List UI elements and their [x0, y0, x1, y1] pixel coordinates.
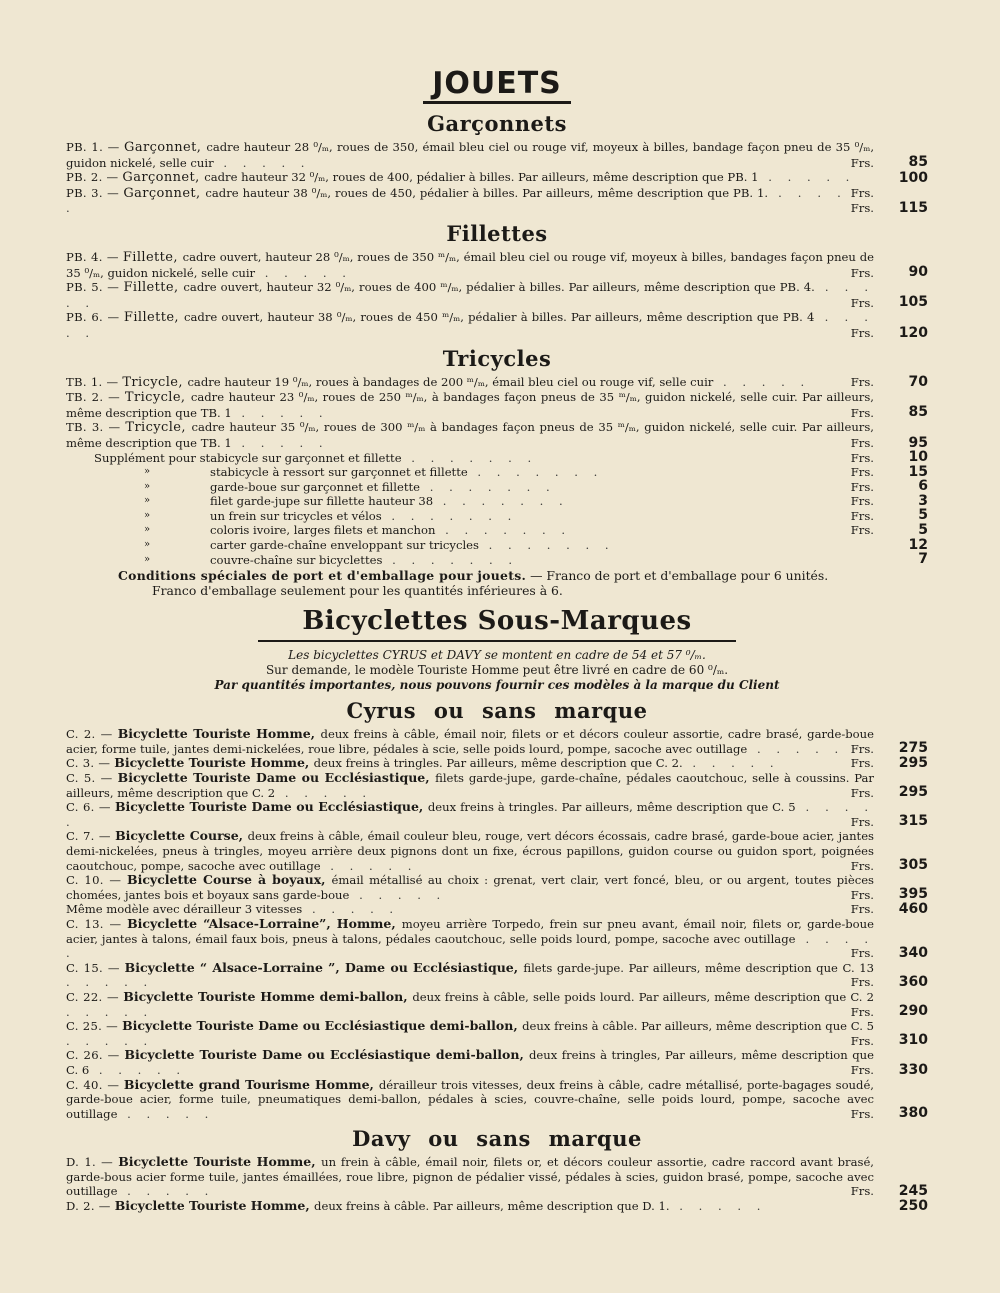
entry-text — [66, 727, 874, 756]
entry-text — [66, 420, 874, 450]
garconnets-list — [66, 140, 928, 216]
entry-name: Garçonnet, — [122, 170, 205, 186]
entry-price: 460 — [898, 900, 928, 917]
supplement-price: 10 — [908, 449, 928, 466]
entry-name: Bicyclette Touriste Homme, — [114, 755, 314, 771]
supplement-row — [66, 451, 928, 466]
currency-label: Frs. — [850, 975, 874, 990]
entry-code: PB. 2. — — [66, 170, 123, 185]
entry-description: deux freins à câble, émail couleur bleu, rouge, vert décors écossais, cadre brasé, garde-boue acier, jantes demi-nickelées, pneus à tringles, moyeu arrière deux pignons dont un fixe, écrous papillons, guidon course ou guidon sport, poignées caoutchouc, pompe, sacoche avec outillage — [66, 829, 875, 873]
supplement-description: un frein sur tricycles et vélos — [210, 508, 382, 523]
entry-text — [66, 1019, 874, 1048]
intro-block — [66, 648, 928, 693]
leader-dots: . . . . . . . — [478, 538, 615, 553]
currency-label: Frs. — [850, 494, 874, 509]
ditto-mark: » — [144, 539, 151, 551]
leader-dots: . . . . . — [231, 405, 329, 420]
leader-dots: . . . . . . . — [433, 494, 569, 509]
entry-description: cadre ouvert, hauteur 38 ⁰/ₘ, roues de 450 ᵐ/ₘ, pédalier à billes. Par ailleurs, même description que PB. 4 — [184, 310, 815, 325]
entry-name: Bicyclette Touriste Homme, — [118, 1154, 322, 1170]
currency-label: Frs. — [850, 887, 874, 902]
entry-code: PB. 6. — — [66, 310, 124, 325]
entry-price: 85 — [908, 404, 928, 421]
cyrus-list — [66, 727, 928, 1121]
catalog-entry — [66, 140, 928, 170]
catalog-entry — [66, 1199, 928, 1214]
entry-price: 305 — [898, 857, 928, 874]
ditto-mark: » — [144, 524, 151, 536]
fillettes-list — [66, 250, 928, 341]
intro-line-1: Les bicyclettes CYRUS et DAVY se montent en cadre de 54 et 57 ⁰/ₘ. — [288, 648, 706, 663]
entry-description: cadre ouvert, hauteur 32 ⁰/ₘ, roues de 400 ᵐ/ₘ, pédalier à billes. Par ailleurs, même description que PB. 4. — [183, 280, 815, 295]
entry-description: cadre hauteur 28 ⁰/ₘ, roues de 350, émail bleu ciel ou rouge vif, moyeux à billes, bandage façon pneu de 35 ⁰/ₘ, guidon nickelé, selle cuir — [66, 140, 875, 170]
entry-name: Tricycle, — [124, 390, 191, 406]
entry-price: 360 — [898, 973, 928, 990]
leader-dots: . . . . . — [117, 1184, 215, 1199]
catalog-entry — [66, 1155, 928, 1199]
entry-price: 70 — [908, 374, 928, 391]
leader-dots: . . . . . — [66, 310, 874, 340]
supplement-price: 12 — [908, 536, 928, 553]
conditions-bold: Conditions spéciales de port et d'emballage pour jouets. — [118, 568, 527, 584]
bicyclettes-underline — [258, 640, 736, 642]
catalog-entry — [66, 829, 928, 873]
catalog-entry — [66, 873, 928, 902]
entry-description: Même modèle avec dérailleur 3 vitesses — [66, 902, 303, 917]
entry-price: 250 — [898, 1197, 928, 1214]
entry-description: moyeu arrière Torpedo, frein sur pneu avant, émail noir, filets or, garde-boue acier, jantes à talons, émail faux bois, pneus à talons, pédales caoutchouc, selle poids lourd, pompe, sacoche avec outillage — [66, 916, 874, 946]
currency-label: Frs. — [850, 946, 874, 961]
entry-description: dérailleur trois vitesses, deux freins à câble, cadre métallisé, porte-bagages soudé, garde-boue acier, forme tuile, pneumatiques demi-ballon, pédales à scies, couvre-chaîne, selle poids lourd, pompe, sacoche avec outillage — [66, 1077, 874, 1121]
entry-name: Fillette, — [123, 280, 184, 296]
tricycles-list — [66, 375, 928, 451]
entry-name: Bicyclette Touriste Dame ou Ecclésiastique, — [117, 770, 436, 786]
entry-description: filets garde-jupe, garde-chaîne, pédales caoutchouc, selle à coussins. Par ailleurs, même description que C. 2 — [66, 771, 874, 800]
currency-label: Frs. — [850, 405, 874, 420]
currency-label: Frs. — [850, 814, 874, 829]
catalog-entry — [66, 800, 928, 829]
conditions-second: Franco d'emballage seulement pour les quantités inférieures à 6. — [152, 583, 563, 599]
leader-dots: . . . . . . . — [382, 552, 519, 567]
leader-dots: . . . . . — [669, 1199, 767, 1214]
catalog-entry — [66, 961, 928, 990]
entry-text — [66, 961, 874, 990]
ditto-mark: » — [144, 509, 151, 521]
entry-code: D. 1. — — [66, 1155, 119, 1170]
currency-label: Frs. — [850, 325, 874, 340]
catalog-entry — [66, 375, 928, 391]
entry-description: deux freins à tringles. Par ailleurs, même description que C. 5 — [427, 800, 796, 815]
currency-label: Frs. — [850, 523, 874, 538]
supplement-lead: Supplément pour — [94, 450, 200, 465]
entry-name: Bicyclette Touriste Dame ou Ecclésiastique demi-ballon, — [124, 1047, 529, 1063]
entry-price: 380 — [898, 1105, 928, 1122]
entry-name: Tricycle, — [125, 420, 192, 436]
supplement-description: garde-boue sur garçonnet et fillette — [210, 479, 421, 494]
entry-text — [66, 917, 874, 961]
leader-dots: . . . . . — [66, 1004, 154, 1019]
entry-price: 395 — [898, 886, 928, 903]
entry-description: cadre hauteur 38 ⁰/ₘ, roues de 450, pédalier à billes. Par ailleurs, même description que PB. 1. — [205, 185, 769, 200]
entry-price: 105 — [898, 294, 928, 311]
catalog-entry — [66, 186, 928, 216]
entry-code: PB. 3. — — [66, 185, 124, 200]
catalog-entry — [66, 1048, 928, 1077]
entry-code: C. 3. — — [66, 756, 115, 771]
entry-code: C. 5. — — [66, 771, 118, 786]
entry-name: Tricycle, — [122, 374, 188, 390]
leader-dots: . . . . . — [758, 170, 856, 185]
entry-description: deux freins à câble, émail noir, filets or et décors couleur assortie, cadre brasé, garde-boue acier, forme tuile, jantes demi-nickelées, roue libre, pédales à scie, selle poids lourd, pompe, sacoche avec outillage — [66, 727, 874, 756]
supplement-price: 3 — [918, 492, 928, 509]
supplement-description: filet garde-jupe sur fillette hauteur 38 — [210, 494, 434, 509]
entry-text — [66, 390, 874, 420]
entry-text — [66, 1155, 874, 1199]
currency-label: Frs. — [850, 295, 874, 310]
entry-price: 310 — [898, 1032, 928, 1049]
currency-label: Frs. — [850, 479, 874, 494]
entry-code: D. 2. — — [66, 1199, 115, 1214]
entry-name: Fillette, — [122, 249, 183, 265]
entry-price: 295 — [898, 784, 928, 801]
leader-dots: . . . . . — [66, 931, 874, 961]
entry-text — [66, 829, 874, 873]
ditto-mark: » — [144, 553, 151, 565]
currency-label: Frs. — [850, 1004, 874, 1019]
entry-description: deux freins à câble. Par ailleurs, même description que D. 1. — [314, 1199, 670, 1214]
entry-name: Bicyclette Touriste Homme demi-ballon, — [123, 988, 413, 1004]
entry-text — [66, 250, 874, 280]
section-title-davy: Davy ou sans marque — [352, 1126, 642, 1152]
entry-name: Fillette, — [123, 310, 184, 326]
intro-line-3: Par quantités importantes, nous pouvons fournir ces modèles à la marque du Client — [214, 678, 780, 693]
entry-text — [66, 186, 874, 216]
currency-label: Frs. — [850, 1033, 874, 1048]
entry-text — [66, 873, 874, 902]
leader-dots: . . . . . . . — [467, 465, 604, 480]
leader-dots: . . . . . — [117, 1106, 215, 1121]
leader-dots: . . . . . — [66, 975, 154, 990]
entry-code: PB. 1. — — [66, 140, 125, 154]
ditto-mark: » — [144, 495, 151, 507]
leader-dots: . . . . . — [320, 858, 418, 873]
entry-code: C. 22. — — [66, 989, 124, 1004]
leader-dots: . . . . . — [231, 435, 329, 450]
catalog-entry — [66, 420, 928, 450]
entry-description: deux freins à tringles. Par ailleurs, même description que C. 2. — [313, 756, 683, 771]
currency-label: Frs. — [850, 741, 874, 756]
catalog-entry — [66, 917, 928, 961]
ditto-mark: » — [144, 466, 151, 478]
supplement-description: coloris ivoire, larges filets et manchon — [210, 523, 436, 538]
entry-text — [66, 902, 874, 917]
entry-code: C. 10. — — [66, 873, 127, 888]
conditions-note — [66, 568, 928, 598]
supplement-row — [66, 553, 928, 568]
currency-label: Frs. — [850, 858, 874, 873]
entry-name: Bicyclette Course, — [115, 828, 248, 844]
entry-code: C. 13. — — [66, 916, 128, 931]
leader-dots: . . . . . — [66, 280, 875, 310]
entry-description: deux freins à tringles, Par ailleurs, même description que C. 6 — [66, 1048, 874, 1077]
leader-dots: . . . . . — [349, 887, 447, 902]
section-title-fillettes: Fillettes — [446, 220, 548, 246]
entry-price: 100 — [898, 169, 928, 186]
supplement-price: 5 — [918, 507, 928, 524]
entry-name: Bicyclette grand Tourisme Homme, — [123, 1076, 379, 1092]
entry-description: deux freins à câble, selle poids lourd. Par ailleurs, même description que C. 2 — [412, 989, 874, 1004]
intro-line-2: Sur demande, le modèle Touriste Homme peut être livré en cadre de 60 ⁰/ₘ. — [265, 663, 729, 678]
supplement-description: stabicycle à ressort sur garçonnet et fillette — [210, 465, 468, 480]
entry-description: un frein à câble, émail noir, filets or, et décors couleur assortie, cadre raccord avant brasé, garde-bous acier forme tuile, jantes émaillées, roue libre, pignon de pédalier vissé, pédales à scies, guidon brasé, pompe, sacoche avec outillage — [66, 1155, 874, 1199]
page-title: JOUETS — [432, 66, 562, 101]
entry-name: Bicyclette Touriste Homme, — [114, 1198, 315, 1214]
currency-label: Frs. — [850, 1184, 874, 1199]
leader-dots: . . . . . — [66, 185, 847, 216]
entry-code: C. 6. — — [66, 800, 115, 815]
entry-code: TB. 2. — — [66, 390, 125, 405]
catalog-entry — [66, 250, 928, 280]
entry-code: C. 26. — — [66, 1048, 125, 1063]
entry-description: cadre hauteur 32 ⁰/ₘ, roues de 400, pédalier à billes. Par ailleurs, même description que PB. 1 — [204, 170, 759, 185]
supplement-description: stabicycle sur garçonnet et fillette — [199, 450, 402, 465]
entry-code: C. 2. — — [66, 727, 118, 742]
entry-text — [66, 800, 874, 829]
entry-description: cadre hauteur 19 ⁰/ₘ, roues à bandages de 200 ᵐ/ₘ, émail bleu ciel ou rouge vif, selle cuir — [187, 374, 714, 389]
entry-text — [66, 1048, 874, 1077]
entry-price: 115 — [898, 199, 928, 216]
leader-dots: . . . . . . . — [420, 479, 556, 494]
supplement-row — [66, 523, 928, 538]
leader-dots: . . . . . — [713, 374, 811, 389]
currency-label: Frs. — [850, 450, 874, 465]
entry-price: 90 — [908, 264, 928, 281]
entry-price: 315 — [898, 813, 928, 830]
entry-code: PB. 5. — — [66, 280, 124, 295]
section-title-cyrus: Cyrus ou sans marque — [346, 698, 648, 724]
entry-price: 245 — [898, 1183, 928, 1200]
catalog-entry — [66, 310, 928, 340]
ditto-mark: » — [144, 480, 151, 492]
supplement-row — [66, 538, 928, 553]
entry-name: Garçonnet, — [124, 140, 207, 155]
catalog-entry — [66, 771, 928, 800]
section-title-bicyclettes: Bicyclettes Sous-Marques — [302, 606, 692, 637]
entry-text — [66, 1199, 874, 1214]
entry-code: PB. 4. — — [66, 249, 123, 264]
currency-label: Frs. — [850, 265, 874, 280]
currency-label: Frs. — [850, 185, 874, 200]
entry-price: 95 — [908, 434, 928, 451]
entry-text — [66, 280, 874, 310]
currency-label: Frs. — [850, 1062, 874, 1077]
leader-dots: . . . . . — [682, 756, 780, 771]
leader-dots: . . . . . — [255, 265, 352, 280]
entry-name: Bicyclette Touriste Homme, — [117, 726, 321, 742]
entry-code: TB. 1. — — [66, 374, 123, 389]
leader-dots: . . . . . — [213, 155, 311, 170]
currency-label: Frs. — [850, 435, 874, 450]
entry-text — [66, 375, 874, 391]
currency-label: Frs. — [850, 465, 874, 480]
catalog-entry — [66, 280, 928, 310]
entry-text — [66, 756, 874, 771]
currency-label: Frs. — [850, 756, 874, 771]
catalog-entry — [66, 727, 928, 756]
davy-list — [66, 1155, 928, 1213]
entry-code: C. 7. — — [66, 829, 116, 844]
entry-price: 120 — [898, 324, 928, 341]
leader-dots: . . . . . — [302, 902, 400, 917]
supplement-price: 6 — [918, 478, 928, 495]
leader-dots: . . . . . — [275, 785, 373, 800]
leader-dots: . . . . . . . — [401, 450, 538, 465]
entry-description: cadre hauteur 35 ⁰/ₘ, roues de 300 ᵐ/ₘ à bandages façon pneus de 35 ᵐ/ₘ, guidon nickelé, selle cuir. Par ailleurs, même description que TB. 1 — [66, 420, 874, 450]
supplement-price: 15 — [908, 463, 928, 480]
supplements-list — [66, 451, 928, 568]
entry-description: cadre ouvert, hauteur 28 ⁰/ₘ, roues de 350 ᵐ/ₘ, émail bleu ciel ou rouge vif, moyeux à billes, bandages façon pneu de 35 ⁰/ₘ, guidon nickelé, selle cuir — [66, 249, 874, 280]
entry-code: C. 15. — — [66, 960, 125, 975]
leader-dots: . . . . . — [66, 800, 875, 829]
leader-dots: . . . . . — [66, 1033, 154, 1048]
entry-name: Bicyclette “ Alsace-Lorraine ”, Dame ou Ecclésiastique, — [124, 959, 524, 975]
catalog-entry — [66, 1019, 928, 1048]
catalog-entry — [66, 1078, 928, 1122]
supplement-price: 7 — [918, 551, 928, 568]
entry-text — [66, 990, 874, 1019]
catalog-entry — [66, 390, 928, 420]
entry-code: C. 25. — — [66, 1019, 123, 1034]
leader-dots: . . . . . — [89, 1062, 187, 1077]
currency-label: Frs. — [850, 785, 874, 800]
entry-text — [66, 310, 874, 340]
catalog-entry — [66, 756, 928, 771]
entry-price: 275 — [898, 740, 928, 757]
entry-price: 85 — [908, 154, 928, 171]
currency-label: Frs. — [850, 1106, 874, 1121]
entry-code: TB. 3. — — [66, 420, 126, 435]
entry-text — [66, 771, 874, 800]
section-title-garconnets: Garçonnets — [427, 111, 567, 136]
currency-label: Frs. — [850, 374, 874, 389]
entry-name: Bicyclette Course à boyaux, — [127, 872, 332, 888]
title-underline — [423, 101, 571, 104]
catalog-entry — [66, 902, 928, 917]
currency-label: Frs. — [850, 902, 874, 917]
supplement-row — [66, 494, 928, 509]
leader-dots: . . . . . — [747, 741, 845, 756]
supplement-row — [66, 509, 928, 524]
entry-text — [66, 140, 874, 170]
entry-description: deux freins à câble. Par ailleurs, même description que C. 5 — [522, 1019, 875, 1034]
supplement-description: couvre-chaîne sur bicyclettes — [210, 552, 383, 567]
currency-label: Frs. — [850, 201, 874, 216]
entry-description: cadre hauteur 23 ⁰/ₘ, roues de 250 ᵐ/ₘ, à bandages façon pneus de 35 ᵐ/ₘ, guidon nickelé, selle cuir. Par ailleurs, même description que TB. 1 — [66, 390, 874, 420]
supplement-row — [66, 465, 928, 480]
entry-description: filets garde-jupe. Par ailleurs, même description que C. 13 — [523, 960, 874, 975]
conditions-rest: — Franco de port et d'emballage pour 6 unités. — [530, 568, 829, 584]
currency-label: Frs. — [850, 508, 874, 523]
supplement-price: 5 — [918, 522, 928, 539]
supplement-description: carter garde-chaîne enveloppant sur tricycles — [210, 538, 479, 553]
entry-price: 340 — [898, 944, 928, 961]
entry-price: 330 — [898, 1061, 928, 1078]
catalog-entry — [66, 990, 928, 1019]
entry-name: Bicyclette Touriste Dame ou Ecclésiastique, — [114, 799, 428, 815]
entry-price: 290 — [898, 1003, 928, 1020]
entry-name: Garçonnet, — [123, 185, 206, 201]
supplement-row — [66, 480, 928, 495]
entry-description: émail métallisé au choix : grenat, vert clair, vert foncé, bleu, or ou argent, toutes pièces chomées, jantes bois et boyaux sans garde-boue — [66, 873, 874, 902]
entry-name: Bicyclette “Alsace-Lorraine”, Homme, — [127, 915, 402, 931]
section-title-tricycles: Tricycles — [442, 345, 552, 371]
currency-label: Frs. — [850, 155, 874, 170]
leader-dots: . . . . . . . — [381, 508, 518, 523]
entry-name: Bicyclette Touriste Dame ou Ecclésiastique demi-ballon, — [122, 1018, 523, 1034]
entry-price: 295 — [898, 755, 928, 772]
entry-code: C. 40. — — [66, 1077, 124, 1092]
leader-dots: . . . . . . . — [435, 523, 572, 538]
entry-text — [66, 1078, 874, 1122]
